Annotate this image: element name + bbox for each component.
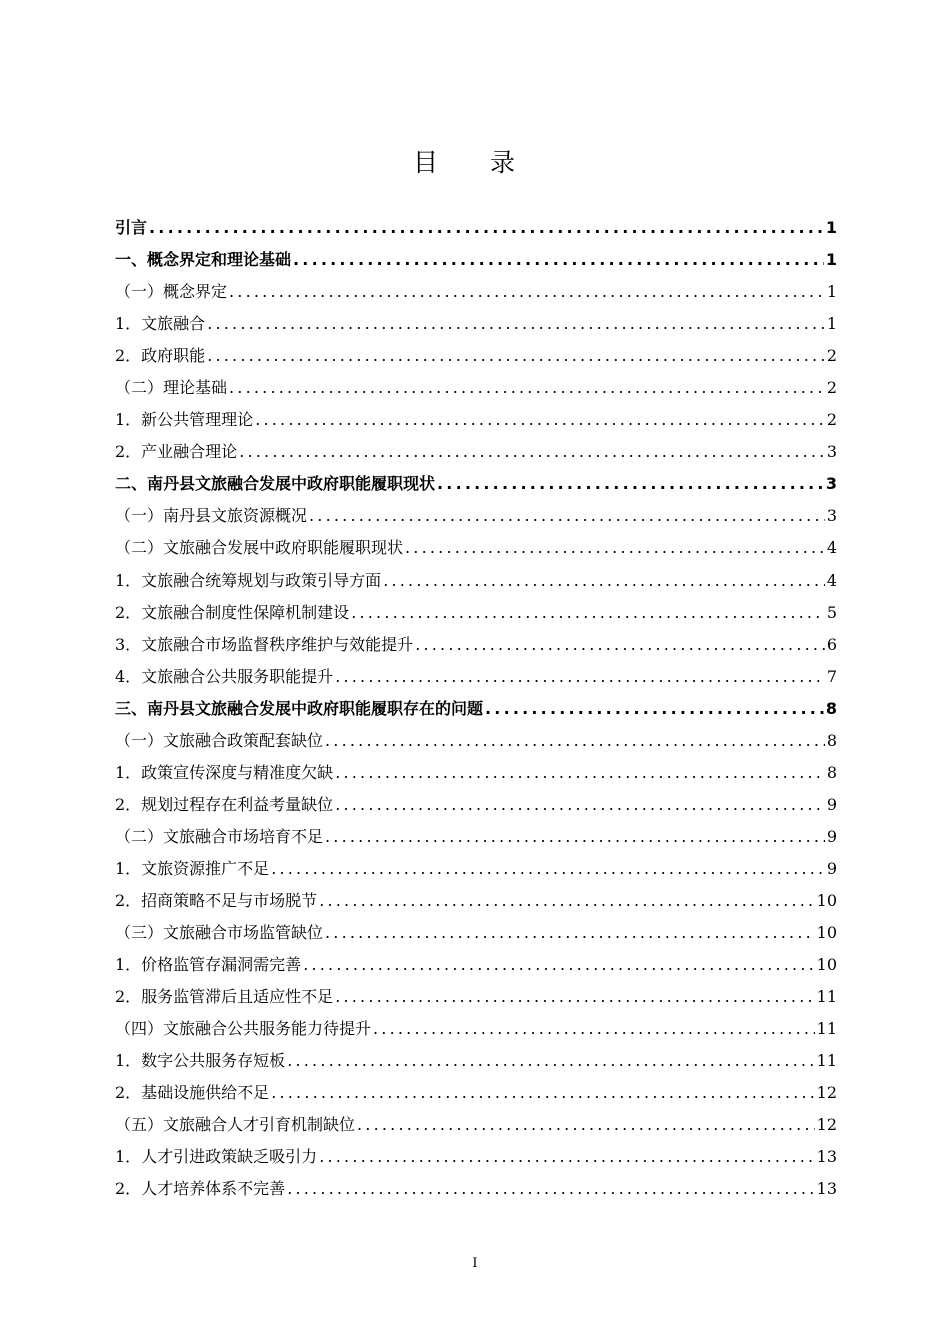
toc-entry-label: 4．文旅融合公共服务职能提升 <box>115 666 334 686</box>
toc-entry-page: 1 <box>826 314 837 334</box>
toc-leader-dots <box>255 410 825 429</box>
toc-entry[interactable] <box>115 247 837 279</box>
toc-entry[interactable] <box>115 375 837 407</box>
toc-entry-page: 4 <box>826 570 837 590</box>
toc-leader-dots <box>271 1083 814 1102</box>
toc-entry-page: 3 <box>826 506 837 526</box>
page-title: 目 录 <box>413 148 537 177</box>
toc-entry[interactable] <box>115 1112 837 1144</box>
toc-entry-label: 2．政府职能 <box>115 346 206 366</box>
toc-leader-dots <box>293 250 824 269</box>
toc-entry-label: 一、概念界定和理论基础 <box>115 250 292 270</box>
toc-entry[interactable] <box>115 1176 837 1208</box>
toc-entry[interactable] <box>115 824 837 856</box>
toc-entry[interactable] <box>115 1048 837 1080</box>
toc-entry-page: 10 <box>816 890 837 910</box>
toc-entry[interactable] <box>115 600 837 632</box>
toc-leader-dots <box>351 603 825 622</box>
toc-entry-page: 9 <box>826 794 837 814</box>
toc-entry-label: 2．基础设施供给不足 <box>115 1083 270 1103</box>
toc-entry[interactable] <box>115 888 837 920</box>
toc-entry-page: 1 <box>825 250 837 270</box>
toc-leader-dots <box>335 667 825 686</box>
toc-leader-dots <box>335 795 825 814</box>
toc-entry[interactable] <box>115 279 837 311</box>
toc-leader-dots <box>485 699 824 718</box>
toc-entry-label: 2．服务监管滞后且适应性不足 <box>115 987 334 1007</box>
toc-leader-dots <box>207 314 825 333</box>
toc-entry[interactable] <box>115 343 837 375</box>
toc-entry-label: 1．人才引进政策缺乏吸引力 <box>115 1147 318 1167</box>
toc-entry-page: 3 <box>825 474 837 494</box>
toc-entry[interactable] <box>115 984 837 1016</box>
toc-entry-label: （一）文旅融合政策配套缺位 <box>115 730 324 750</box>
toc-entry-label: （二）文旅融合发展中政府职能履职现状 <box>115 538 404 558</box>
toc-leader-dots <box>383 571 825 590</box>
toc-entry[interactable] <box>115 311 837 343</box>
toc-entry[interactable] <box>115 1144 837 1176</box>
toc-leader-dots <box>325 923 815 942</box>
table-of-contents <box>115 215 837 1208</box>
toc-leader-dots <box>325 827 825 846</box>
toc-entry[interactable] <box>115 696 837 728</box>
toc-entry-label: （一）南丹县文旅资源概况 <box>115 506 308 526</box>
toc-entry-label: 1．文旅融合 <box>115 314 206 334</box>
toc-entry-page: 4 <box>826 538 837 558</box>
toc-entry-label: 三、南丹县文旅融合发展中政府职能履职存在的问题 <box>115 698 484 718</box>
toc-entry[interactable] <box>115 856 837 888</box>
toc-entry-page: 6 <box>826 634 837 654</box>
toc-entry[interactable] <box>115 920 837 952</box>
toc-entry-page: 2 <box>826 346 837 366</box>
toc-leader-dots <box>325 731 825 750</box>
toc-leader-dots <box>373 1019 815 1038</box>
toc-entry-label: 1．数字公共服务存短板 <box>115 1051 286 1071</box>
toc-entry-page: 1 <box>825 218 837 237</box>
toc-entry[interactable] <box>115 952 837 984</box>
toc-entry[interactable] <box>115 792 837 824</box>
toc-leader-dots <box>319 891 814 910</box>
toc-leader-dots <box>437 474 824 493</box>
toc-entry-label: （三）文旅融合市场监管缺位 <box>115 923 324 943</box>
toc-leader-dots <box>303 955 814 974</box>
toc-entry-page: 9 <box>826 858 837 878</box>
toc-entry-page: 10 <box>816 923 837 943</box>
toc-entry-page: 10 <box>816 955 837 975</box>
toc-entry[interactable] <box>115 1080 837 1112</box>
toc-entry-label: 2．产业融合理论 <box>115 442 238 462</box>
toc-entry-page: 13 <box>816 1147 837 1167</box>
toc-entry-label: 2．招商策略不足与市场脱节 <box>115 890 318 910</box>
toc-entry-page: 1 <box>826 282 837 302</box>
toc-entry-label: 2．文旅融合制度性保障机制建设 <box>115 602 350 622</box>
toc-leader-dots <box>149 218 824 237</box>
toc-entry[interactable] <box>115 407 837 439</box>
toc-leader-dots <box>415 635 825 654</box>
toc-leader-dots <box>207 346 825 365</box>
toc-leader-dots <box>405 538 825 557</box>
toc-entry[interactable] <box>115 568 837 600</box>
toc-entry-page: 7 <box>826 666 837 686</box>
toc-entry-page: 3 <box>826 442 837 462</box>
toc-entry[interactable] <box>115 439 837 471</box>
toc-entry-label: 2．人才培养体系不完善 <box>115 1179 286 1199</box>
toc-entry-page: 11 <box>816 1051 837 1071</box>
toc-entry-label: 1．政策宣传深度与精准度欠缺 <box>115 762 334 782</box>
toc-leader-dots <box>287 1051 814 1070</box>
toc-leader-dots <box>287 1179 814 1198</box>
toc-entry[interactable] <box>115 215 837 247</box>
toc-entry-page: 2 <box>826 378 837 398</box>
toc-entry[interactable] <box>115 503 837 535</box>
toc-entry-label: （五）文旅融合人才引育机制缺位 <box>115 1115 356 1135</box>
toc-entry[interactable] <box>115 1016 837 1048</box>
toc-entry-label: 引言 <box>115 218 148 237</box>
toc-entry-page: 8 <box>825 698 837 718</box>
toc-entry-label: 二、南丹县文旅融合发展中政府职能履职现状 <box>115 474 436 494</box>
toc-leader-dots <box>239 442 825 461</box>
toc-leader-dots <box>357 1115 815 1134</box>
toc-entry-page: 13 <box>816 1179 837 1199</box>
toc-entry[interactable] <box>115 760 837 792</box>
toc-leader-dots <box>335 763 825 782</box>
toc-entry[interactable] <box>115 632 837 664</box>
toc-entry-label: （四）文旅融合公共服务能力待提升 <box>115 1019 372 1039</box>
toc-entry-label: 1．新公共管理理论 <box>115 410 254 430</box>
toc-entry-label: （二）文旅融合市场培育不足 <box>115 826 324 846</box>
toc-entry[interactable] <box>115 535 837 567</box>
toc-entry-page: 12 <box>816 1115 837 1135</box>
page-number: I <box>472 1256 478 1271</box>
toc-entry-label: （一）概念界定 <box>115 282 228 302</box>
toc-entry-page: 2 <box>826 410 837 430</box>
toc-entry-page: 9 <box>826 826 837 846</box>
toc-entry-page: 5 <box>826 602 837 622</box>
toc-entry[interactable] <box>115 728 837 760</box>
toc-entry-label: 2．规划过程存在利益考量缺位 <box>115 794 334 814</box>
toc-entry-label: 3．文旅融合市场监督秩序维护与效能提升 <box>115 634 414 654</box>
toc-entry-label: 1．文旅融合统筹规划与政策引导方面 <box>115 570 382 590</box>
toc-entry-label: 1．价格监管存漏洞需完善 <box>115 955 302 975</box>
toc-entry-page: 8 <box>826 762 837 782</box>
toc-entry[interactable] <box>115 664 837 696</box>
toc-entry[interactable] <box>115 471 837 503</box>
toc-leader-dots <box>309 506 825 525</box>
toc-entry-label: 1．文旅资源推广不足 <box>115 858 270 878</box>
toc-leader-dots <box>271 859 825 878</box>
toc-entry-label: （二）理论基础 <box>115 378 228 398</box>
toc-entry-page: 12 <box>816 1083 837 1103</box>
toc-entry-page: 11 <box>816 987 837 1007</box>
toc-leader-dots <box>229 378 825 397</box>
toc-entry-page: 11 <box>816 1019 837 1039</box>
toc-entry-page: 8 <box>826 730 837 750</box>
toc-leader-dots <box>335 987 814 1006</box>
toc-leader-dots <box>319 1147 814 1166</box>
toc-leader-dots <box>229 282 825 301</box>
